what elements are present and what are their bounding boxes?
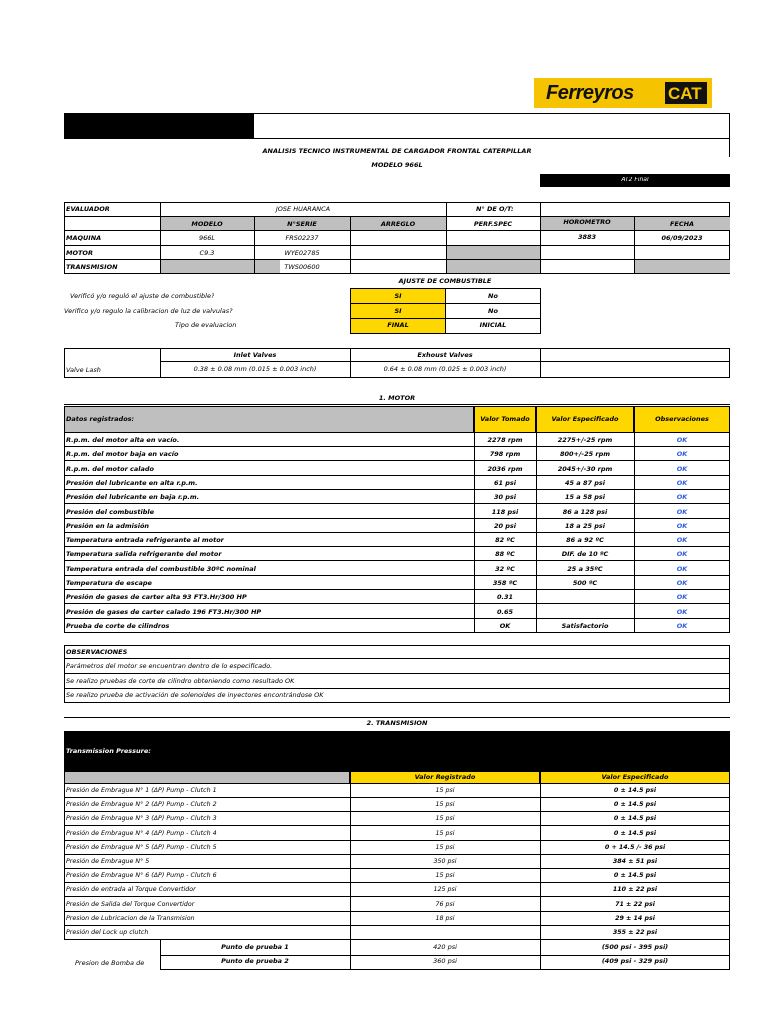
divider — [64, 717, 730, 718]
engine-row — [64, 433, 730, 447]
engine-row-taken: 0.65 — [496, 607, 514, 616]
engine-row — [64, 576, 730, 590]
engine-row-label: Presión del combustible — [66, 507, 155, 516]
divider — [160, 955, 730, 956]
stage-label: AT2 Final — [621, 177, 649, 183]
exhaust-value: 0.64 ± 0.08 mm (0.025 ± 0.003 inch) — [383, 366, 507, 373]
inlet-label: Inlet Valves — [233, 352, 277, 359]
engine-row-spec: 15 a 58 psi — [564, 493, 605, 502]
gray-cell — [446, 246, 540, 260]
doc-model: MODELO 966L — [371, 162, 423, 169]
row-motor-label: MOTOR — [66, 250, 93, 257]
evaluador-value: JOSE HUARANCA — [275, 206, 331, 213]
fuel-a1-no: No — [488, 293, 498, 300]
transmission-row-spec: 110 ± 22 psi — [612, 886, 658, 894]
transmission-row — [64, 898, 730, 912]
engine-row-label: R.p.m. del motor baja en vacío — [66, 450, 179, 459]
transmission-row-reg: 76 psi — [435, 900, 455, 908]
engine-row — [64, 562, 730, 576]
divider — [536, 433, 537, 633]
engine-row-taken: 32 ºC — [495, 564, 515, 573]
pump-point-1-spec: (500 psi - 395 psi) — [601, 944, 669, 951]
engine-row-taken: 358 ºC — [492, 579, 518, 587]
engine-header-spec: Valor Especificado — [551, 416, 619, 423]
evaluador-label: EVALUADOR — [66, 206, 110, 213]
fuel-question-1: Verificó y/o reguló el ajuste de combustible? — [70, 293, 215, 300]
trans-header-spec: Valor Especificado — [601, 774, 669, 781]
fuel-a3-inicial: INICIAL — [479, 322, 507, 329]
engine-row-taken: OK — [499, 621, 511, 630]
transmision-serie: TWS00600 — [284, 264, 320, 271]
engine-row-label: Temperatura entrada del combustible 30ºC nominal — [66, 564, 256, 573]
transmission-row-label: Presión de Salida del Torque Convertidor — [66, 900, 195, 908]
engine-row-obs: OK — [676, 579, 688, 587]
transmission-row-label: Presión de Embrague N° 6 (ΔP) Pump - Clutch 6 — [66, 872, 217, 880]
divider — [64, 113, 730, 114]
transmission-row-label: Presión de entrada al Torque Convertidor — [66, 886, 196, 894]
transmission-row-spec: 0 + 14.5 /- 36 psi — [604, 843, 666, 851]
transmission-row-spec: 0 ± 14.5 psi — [613, 801, 657, 809]
engine-section-title: 1. MOTOR — [378, 395, 416, 402]
observation-2: Se realizo pruebas de corte de cilindro obteniendo como resultado OK — [66, 678, 295, 685]
fuel-a2-no: No — [488, 308, 498, 315]
col-arreglo: ARREGLO — [380, 221, 416, 228]
transmission-row-reg: 15 psi — [435, 787, 455, 794]
pump-point-2-reg: 360 psi — [433, 958, 457, 965]
engine-row-obs: OK — [676, 450, 688, 459]
engine-row-spec: 800+/-25 rpm — [559, 450, 611, 459]
transmission-row-spec: 0 ± 14.5 psi — [613, 872, 657, 880]
transmission-row-label: Presión de Embrague N° 4 (ΔP) Pump - Clutch 4 — [66, 829, 217, 837]
engine-row — [64, 476, 730, 490]
transmission-row-reg: 15 psi — [435, 872, 455, 880]
transmission-row-spec: 71 ± 22 psi — [615, 900, 655, 908]
transmission-row-reg: 350 psi — [433, 858, 457, 865]
transmission-row — [64, 784, 730, 798]
col-perf: PERF.SPEC — [473, 221, 513, 228]
observations-title: OBSERVACIONES — [66, 649, 128, 656]
divider — [474, 433, 475, 633]
engine-row-spec: Satisfactorio — [561, 621, 609, 630]
engine-row-spec: 500 ºC — [572, 579, 598, 587]
fuel-question-3: Tipo de evaluacion — [175, 322, 237, 329]
engine-row-label: Presión de gases de carter alta 93 FT3.Hr/300 HP — [66, 593, 247, 602]
trans-header-reg: Valor Registrado — [414, 774, 476, 781]
fuel-a3-final: FINAL — [387, 322, 409, 329]
transmission-row-label: Presión de Embrague N° 5 (ΔP) Pump - Clutch 5 — [66, 843, 217, 851]
fuel-question-2: Verifico y/o regulo la calibracion de luz de valvulas? — [64, 308, 233, 315]
transmission-row — [64, 869, 730, 883]
engine-row-taken: 118 psi — [491, 507, 519, 516]
divider — [634, 433, 635, 633]
engine-row-spec: 86 a 128 psi — [562, 507, 608, 516]
engine-row-taken: 2036 rpm — [487, 464, 523, 473]
divider — [160, 969, 730, 970]
cat-logo-text: CAT — [668, 84, 702, 103]
engine-row-obs: OK — [676, 607, 688, 616]
engine-row-obs: OK — [676, 564, 688, 573]
engine-row-obs: OK — [676, 593, 688, 602]
engine-row-label: Temperatura entrada refrigerante al motor — [66, 536, 224, 545]
transmission-section-title: 2. TRANSMISION — [366, 720, 428, 727]
engine-row-label: Presión del lubricante en alta r.p.m. — [66, 478, 198, 487]
fuel-a2-yes: SI — [394, 308, 402, 315]
fuel-title: AJUSTE DE COMBUSTIBLE — [398, 278, 492, 285]
transmission-row — [64, 912, 730, 926]
divider — [64, 433, 65, 633]
pump-point-2-spec: (409 psi - 329 psi) — [601, 958, 669, 965]
ot-label: N° DE O/T: — [476, 206, 514, 213]
engine-row-spec: 2045+/-30 rpm — [557, 464, 613, 473]
engine-row-label: R.p.m. del motor alta en vacío. — [66, 436, 180, 444]
motor-modelo: C9.3 — [199, 250, 215, 257]
transmission-row — [64, 926, 730, 940]
motor-serie: WYE02785 — [284, 250, 320, 257]
engine-row — [64, 590, 730, 604]
divider — [350, 318, 541, 319]
doc-title: ANALISIS TECNICO INSTRUMENTAL DE CARGADOR FRONTAL CATERPILLAR — [262, 148, 532, 155]
logo-wordmark: Ferreyros — [546, 82, 634, 104]
engine-row-spec: 45 a 87 psi — [564, 478, 605, 487]
transmission-row-spec: 29 ± 14 psi — [615, 914, 655, 922]
engine-header-taken: Valor Tomado — [480, 416, 530, 423]
engine-row-label: Presión en la admisión — [66, 521, 150, 530]
engine-row-obs: OK — [676, 521, 688, 530]
divider — [64, 245, 730, 246]
divider — [160, 361, 730, 362]
transmission-row-label: Presión del Lock up clutch — [66, 929, 149, 936]
engine-row-label: Presión de gases de carter calado 196 FT3.Hr/300 HP — [66, 607, 262, 616]
transmission-row-reg: 15 psi — [435, 815, 455, 823]
fecha-value: 06/09/2023 — [661, 235, 703, 242]
engine-row-spec: DIF. de 10 ºC — [561, 550, 609, 559]
pump-label: Presion de Bomba de — [75, 960, 145, 967]
transmission-row-reg: 125 psi — [433, 886, 457, 894]
divider — [64, 658, 730, 659]
divider — [729, 784, 730, 970]
engine-row-spec: 2275+/-25 rpm — [557, 436, 613, 444]
divider — [350, 303, 541, 304]
engine-row-label: Prueba de corte de cilindros — [66, 621, 170, 630]
engine-row — [64, 547, 730, 561]
transmission-row — [64, 883, 730, 897]
engine-row-label: R.p.m. del motor calado — [66, 464, 155, 473]
gray-cell — [446, 260, 540, 273]
transmission-row — [64, 812, 730, 826]
col-fecha: FECHA — [669, 221, 695, 228]
transmission-row-label: Presión de Embrague N° 5 — [66, 858, 150, 865]
engine-row-obs: OK — [676, 478, 688, 487]
divider — [64, 216, 730, 217]
divider — [64, 784, 65, 940]
maquina-modelo: 966L — [198, 235, 216, 242]
engine-row-taken: 20 psi — [493, 521, 517, 530]
transmission-row-spec: 0 ± 14.5 psi — [613, 787, 657, 794]
transmission-row-spec: 384 ± 51 psi — [612, 858, 658, 865]
transmission-row — [64, 827, 730, 841]
row-transmision-label: TRANSMISION — [66, 264, 118, 271]
engine-row-taken: 30 psi — [493, 493, 517, 502]
engine-row-taken: 2278 rpm — [487, 436, 523, 444]
col-serie: N°SERIE — [287, 221, 317, 228]
trans-header-label-cell — [64, 771, 350, 784]
engine-row-taken: 82 ºC — [495, 536, 515, 545]
engine-row-taken: 61 psi — [493, 478, 517, 487]
observation-1: Parámetros del motor se encuentran dentro de lo especificado. — [66, 663, 273, 670]
transmission-row — [64, 798, 730, 812]
engine-row — [64, 462, 730, 476]
divider — [64, 404, 730, 405]
engine-header-obs: Observaciones — [655, 416, 709, 423]
transmission-row-reg: 15 psi — [435, 801, 455, 809]
engine-row-obs: OK — [676, 621, 688, 630]
transmission-row-spec: 355 ± 22 psi — [612, 929, 658, 936]
engine-row-label: Presión del lubricante en baja r.p.m. — [66, 493, 200, 502]
pump-point-1: Punto de prueba 1 — [221, 944, 289, 951]
divider — [64, 688, 730, 689]
transmission-row-spec: 0 ± 14.5 psi — [613, 829, 657, 837]
engine-row-obs: OK — [676, 536, 688, 545]
divider — [350, 784, 351, 970]
divider — [64, 673, 730, 674]
divider — [64, 230, 730, 231]
transmission-row-label: Presión de Embrague N° 2 (ΔP) Pump - Clutch 2 — [66, 801, 217, 809]
engine-row-obs: OK — [676, 436, 688, 444]
engine-row-taken: 88 ºC — [495, 550, 515, 559]
valve-lash-label: Valve Lash — [66, 367, 101, 374]
engine-row — [64, 447, 730, 461]
engine-row-spec: 25 a 35ºC — [567, 564, 603, 573]
divider — [446, 202, 447, 274]
row-maquina-label: MÁQUINA — [66, 235, 102, 242]
engine-row-label: Temperatura salida refrigerante del motor — [66, 550, 222, 559]
exhaust-label: Exhoust Valves — [417, 352, 473, 359]
engine-row-obs: OK — [676, 507, 688, 516]
engine-row — [64, 619, 730, 633]
gray-cell — [634, 260, 730, 273]
transmission-row — [64, 841, 730, 855]
divider — [729, 433, 730, 633]
engine-row — [64, 505, 730, 519]
col-horometro: HOROMETRO — [563, 219, 611, 226]
fuel-a1-yes: SI — [394, 293, 402, 300]
divider — [540, 348, 541, 378]
divider — [540, 784, 541, 970]
transmission-row-label: Presión de Embrague N° 1 (ΔP) Pump - Clutch 1 — [66, 787, 217, 794]
engine-row-taken: 0.31 — [496, 593, 514, 602]
transmission-row-reg: 18 psi — [435, 914, 455, 922]
pump-point-2: Punto de prueba 2 — [221, 958, 289, 965]
maquina-serie: FRS02237 — [285, 235, 319, 242]
transmission-row-label: Presión de Embrague N° 3 (ΔP) Pump - Clutch 3 — [66, 815, 217, 823]
header-black-bar — [64, 114, 254, 138]
engine-row-spec: 86 a 92 ºC — [566, 536, 604, 545]
engine-row-taken: 798 rpm — [489, 450, 521, 459]
engine-row — [64, 605, 730, 619]
divider — [64, 259, 730, 260]
pump-point-1-reg: 420 psi — [433, 944, 457, 951]
transmission-row-reg: 15 psi — [435, 843, 455, 851]
col-modelo: MODELO — [191, 221, 223, 228]
engine-row — [64, 490, 730, 504]
engine-row-obs: OK — [676, 550, 688, 559]
transmission-row-reg: 15 psi — [435, 829, 455, 837]
transmission-row-spec: 0 ± 14.5 psi — [613, 815, 657, 823]
transmission-title: Transmission Pressure: — [66, 748, 151, 755]
inlet-value: 0.38 ± 0.08 mm (0.015 ± 0.003 inch) — [193, 366, 317, 373]
engine-header-label: Datos registrados: — [66, 416, 135, 423]
engine-row-label: Temperatura de escape — [66, 579, 152, 587]
observation-3: Se realizo prueba de activación de solenoides de inyectores encontrándose OK — [66, 692, 324, 699]
engine-row — [64, 533, 730, 547]
engine-row — [64, 519, 730, 533]
engine-row-obs: OK — [676, 464, 688, 473]
transmission-black-band — [64, 731, 730, 771]
engine-row-spec: 18 a 25 psi — [564, 521, 605, 530]
engine-row-obs: OK — [676, 493, 688, 502]
transmission-row-label: Presion de Lubricacion de la Transmision — [66, 914, 195, 922]
transmission-row — [64, 855, 730, 869]
divider — [64, 138, 730, 139]
horometro-value: 3883 — [577, 234, 597, 241]
